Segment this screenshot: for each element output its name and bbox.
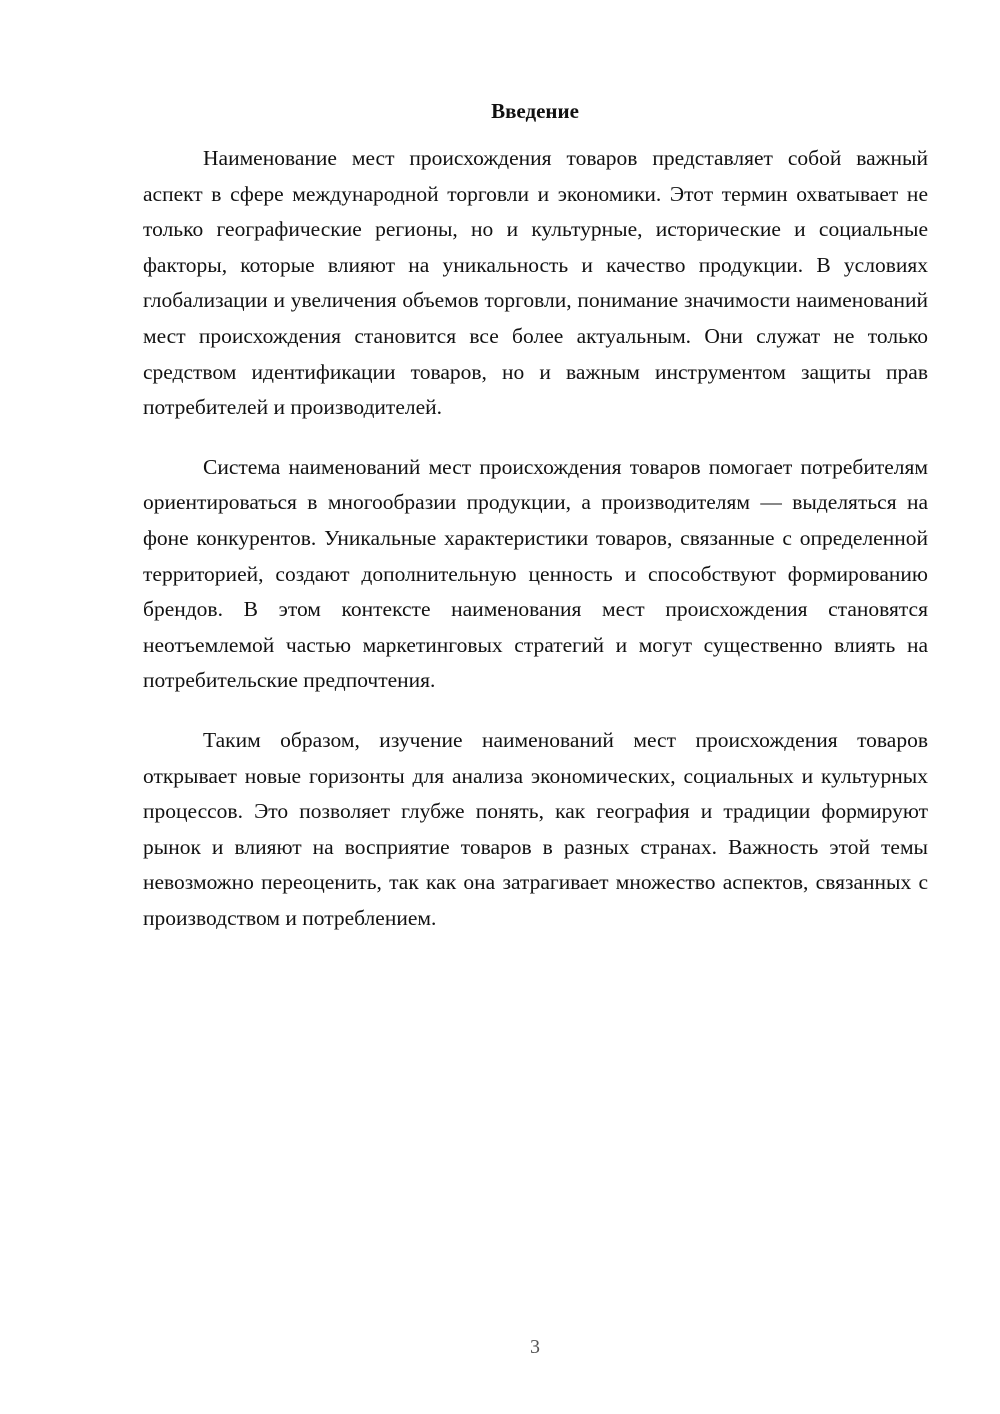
paragraph-3: Таким образом, изучение наименований мест происхождения товаров открывает новые горизонты для анализа экономических, социальных и культурных процессов. Это позволяет глубже понять, как география и традиции формируют рынок и влияют на восприятие товаров в разных странах. Важность этой темы невозможно переоценить, так как она затрагивает множество аспектов, связанных с производством и потреблением.	[143, 727, 928, 930]
paragraph-1: Наименование мест происхождения товаров представляет собой важный аспект в сфере международной торговли и экономики. Этот термин охватывает не только географические регионы, но и культурные, исторические и социальные факторы, которые влияют на уникальность и качество продукции. В условиях глобализации и увеличения объемов торговли, понимание значимости наименований мест происхождения становится все более актуальным. Они служат не только средством идентификации товаров, но и важным инструментом защиты прав потребителей и производителей.	[143, 146, 928, 420]
section-heading: Введение	[491, 99, 579, 123]
body-text	[143, 141, 928, 960]
page-number: 3	[530, 1336, 540, 1358]
paragraph-2: Система наименований мест происхождения товаров помогает потребителям ориентироваться в многообразии продукции, а производителям — выделяться на фоне конкурентов. Уникальные характеристики товаров, связанные с определенной территорией, создают дополнительную ценность и способствуют формированию брендов. В этом контексте наименования мест происхождения становятся неотъемлемой частью маркетинговых стратегий и могут существенно влиять на потребительские предпочтения.	[143, 454, 928, 693]
